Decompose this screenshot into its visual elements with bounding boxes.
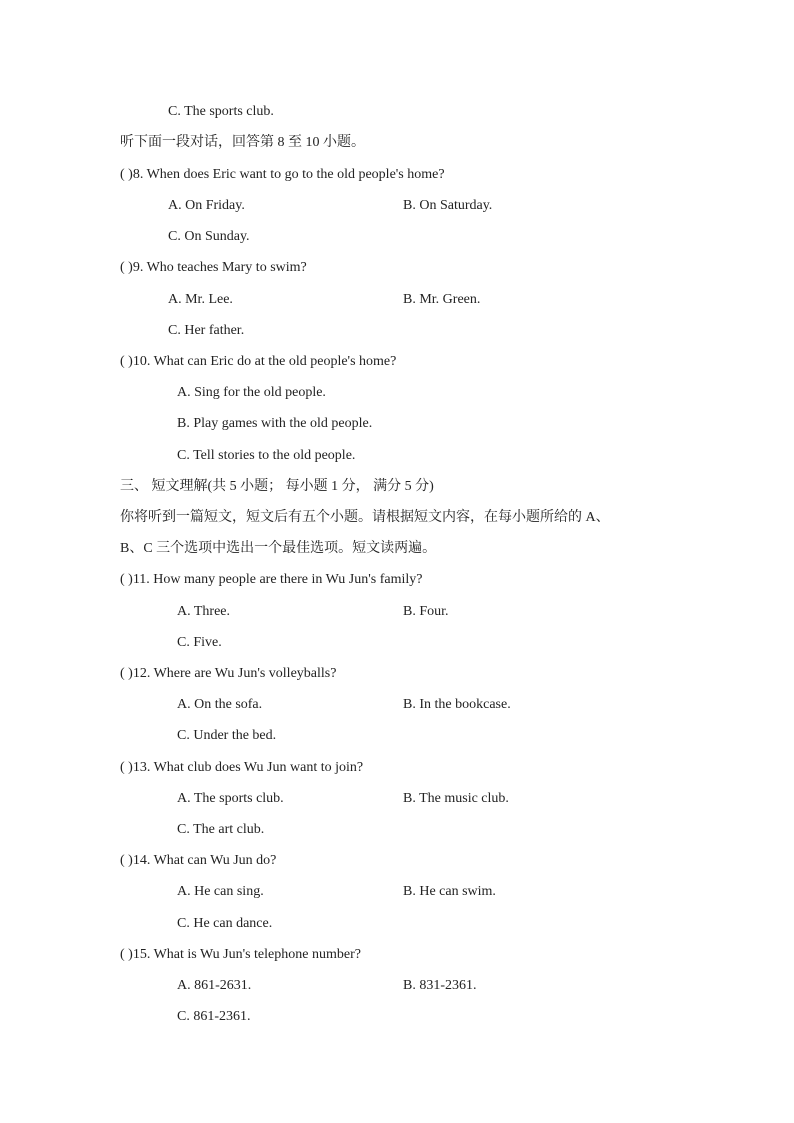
q12-option-b: B. In the bookcase. xyxy=(403,697,511,712)
q9-option-b: B. Mr. Green. xyxy=(403,292,481,307)
q15-option-c: C. 861-2361. xyxy=(177,1009,251,1024)
q14-option-c: C. He can dance. xyxy=(177,916,273,931)
q8-option-b: B. On Saturday. xyxy=(403,198,493,213)
section-3-heading: 三、 短文理解(共 5 小题； 每小题 1 分， 满分 5 分) xyxy=(120,479,434,494)
q15-option-b: B. 831-2361. xyxy=(403,978,477,993)
q12-option-c: C. Under the bed. xyxy=(177,728,277,743)
question-8: ( )8. When does Eric want to go to the old people's home? xyxy=(120,167,445,182)
question-10: ( )10. What can Eric do at the old people's home? xyxy=(120,354,397,369)
passage-instruction-line-2: B、C 三个选项中选出一个最佳选项。短文读两遍。 xyxy=(120,541,437,556)
q11-option-a: A. Three. xyxy=(177,604,230,619)
passage-instruction-line-1: 你将听到一篇短文，短文后有五个小题。请根据短文内容，在每小题所给的 A、 xyxy=(120,510,610,525)
q13-option-b: B. The music club. xyxy=(403,791,509,806)
q13-option-a: A. The sports club. xyxy=(177,791,284,806)
question-14: ( )14. What can Wu Jun do? xyxy=(120,853,277,868)
dialogue-instruction: 听下面一段对话，回答第 8 至 10 小题。 xyxy=(120,135,365,150)
question-13: ( )13. What club does Wu Jun want to join? xyxy=(120,760,364,775)
q13-option-c: C. The art club. xyxy=(177,822,265,837)
q10-option-c: C. Tell stories to the old people. xyxy=(177,448,356,463)
q11-option-b: B. Four. xyxy=(403,604,449,619)
q10-option-b: B. Play games with the old people. xyxy=(177,416,373,431)
q8-option-c: C. On Sunday. xyxy=(168,229,250,244)
question-15: ( )15. What is Wu Jun's telephone number? xyxy=(120,947,361,962)
q14-option-a: A. He can sing. xyxy=(177,884,264,899)
q8-option-a: A. On Friday. xyxy=(168,198,245,213)
q15-option-a: A. 861-2631. xyxy=(177,978,252,993)
q9-option-c: C. Her father. xyxy=(168,323,245,338)
q14-option-b: B. He can swim. xyxy=(403,884,496,899)
question-9: ( )9. Who teaches Mary to swim? xyxy=(120,260,307,275)
q12-option-a: A. On the sofa. xyxy=(177,697,263,712)
q10-option-a: A. Sing for the old people. xyxy=(177,385,326,400)
question-12: ( )12. Where are Wu Jun's volleyballs? xyxy=(120,666,337,681)
question-11: ( )11. How many people are there in Wu Jun's family? xyxy=(120,572,423,587)
q9-option-a: A. Mr. Lee. xyxy=(168,292,233,307)
q7-option-c: C. The sports club. xyxy=(168,104,274,119)
q11-option-c: C. Five. xyxy=(177,635,222,650)
